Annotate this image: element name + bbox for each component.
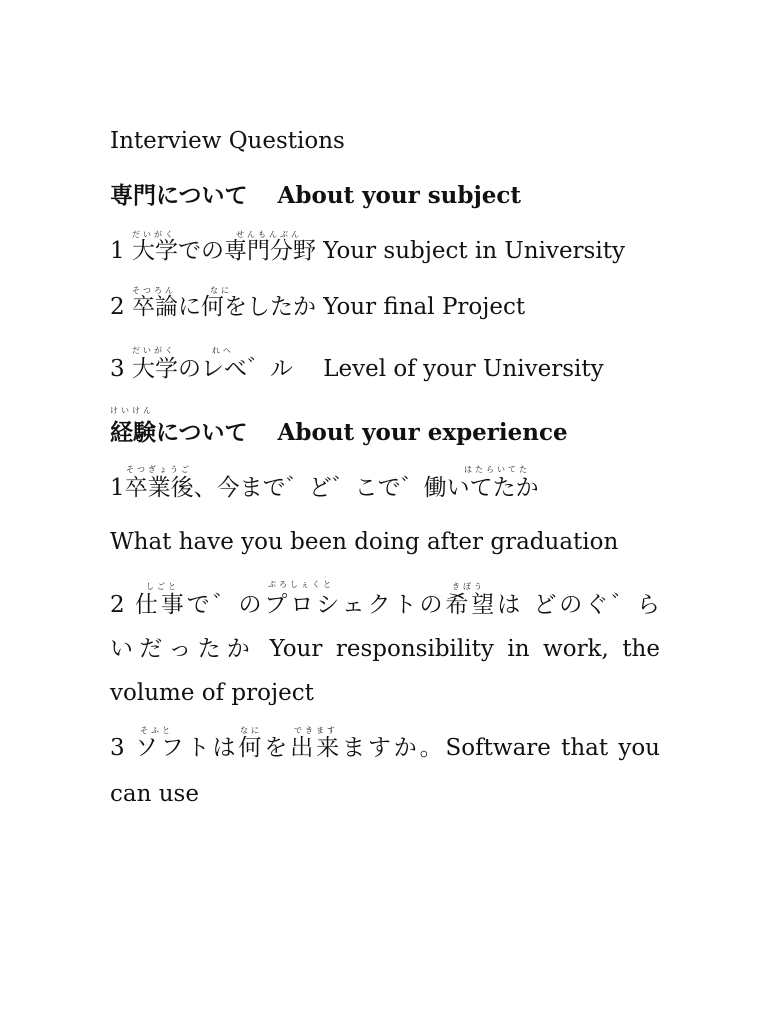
furigana: はたらいてた bbox=[464, 465, 530, 474]
section-experience-heading bbox=[110, 418, 660, 448]
furigana: なに bbox=[210, 286, 232, 295]
question-experience-1-translation: What have you been doing after graduation bbox=[110, 529, 619, 555]
furigana: できます bbox=[294, 726, 338, 735]
question-experience-2-line2: いだったか Your responsibility in work, the bbox=[110, 636, 660, 662]
furigana: そつろん bbox=[132, 286, 176, 295]
section-subject-heading-en: About your subject bbox=[277, 182, 522, 209]
question-subject-2: 2 卒論に何をしたか Your final Project bbox=[110, 294, 526, 320]
furigana: なに bbox=[240, 726, 262, 735]
furigana: きぼう bbox=[452, 582, 485, 591]
question-experience-2-line1: 2 仕事で゛のプロシェクトの希望は どのぐ゛ら bbox=[110, 592, 660, 618]
question-subject-1: 1 大学での専門分野 Your subject in University bbox=[110, 238, 625, 264]
furigana: けいけん bbox=[110, 406, 154, 415]
question-experience-3-line2: can use bbox=[110, 781, 199, 807]
section-experience-heading-en: About your experience bbox=[277, 419, 568, 446]
page-title: Interview Questions bbox=[110, 128, 345, 154]
furigana: そつぎょうご bbox=[126, 465, 192, 474]
furigana: れへ bbox=[212, 346, 234, 355]
question-experience-1: 1卒業後、今まで゛ど゛こで゛働いてたか bbox=[110, 475, 539, 501]
section-subject-heading bbox=[110, 181, 660, 211]
section-subject-heading-jp: 専門について bbox=[110, 182, 248, 209]
furigana: しごと bbox=[146, 582, 179, 591]
question-experience-2-line3: volume of project bbox=[110, 680, 314, 706]
furigana: だいがく bbox=[132, 230, 176, 239]
section-experience-heading-jp: 経験について bbox=[110, 419, 248, 446]
question-subject-3: 3 大学のレべ゛ル Level of your University bbox=[110, 356, 604, 382]
question-experience-3-line1: 3 ソフトは何を出来ますか。Software that you bbox=[110, 735, 660, 761]
furigana: そふと bbox=[140, 726, 173, 735]
furigana: ぷろしぇくと bbox=[268, 580, 334, 589]
furigana: せんもんぶん bbox=[236, 230, 302, 239]
furigana: だいがく bbox=[132, 346, 176, 355]
